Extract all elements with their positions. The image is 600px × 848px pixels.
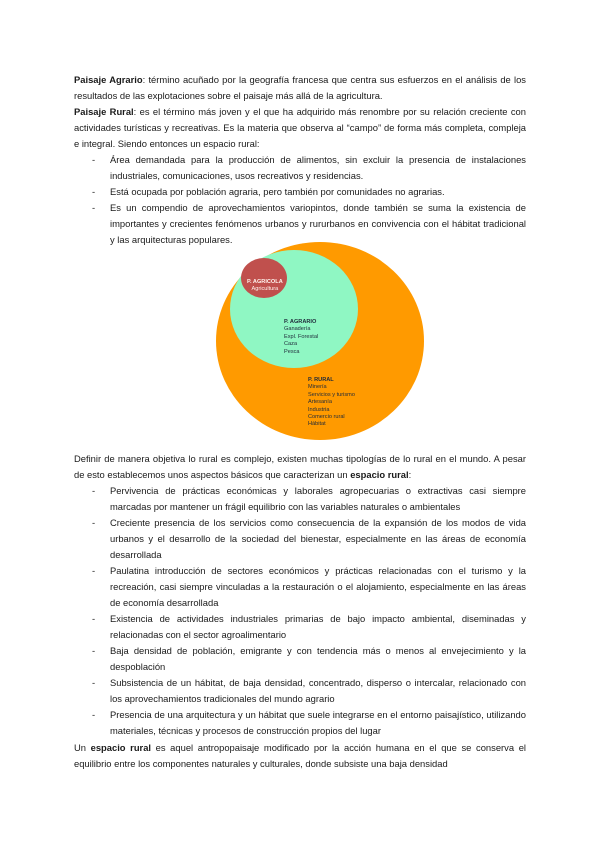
term-paisaje-rural: Paisaje Rural [74, 106, 134, 117]
rural-space-list [74, 152, 526, 248]
landscape-nested-diagram [216, 242, 424, 440]
agrario-label: P. AGRARIO Ganadería Expl. Forestal Caza Pesca [284, 319, 319, 355]
paragraph-espacio-rural-definition: Un espacio rural es aquel antropopaisaje modificado por la acción humana en el que se conserva el equilibrio entre los componentes naturales y culturales, donde subsiste una baja densidad [74, 742, 526, 769]
definition-paisaje-agrario: : término acuñado por la geografía francesa que centra sus esfuerzos en el análisis de los resultados de las explotaciones sobre el paisaje más allá de la agricultura. [74, 74, 526, 101]
dash-bullet: - [92, 517, 96, 528]
agricola-label: P. AGRICOLA Agricultura [247, 279, 283, 293]
dash-bullet: - [92, 186, 96, 197]
dash-bullet: - [92, 154, 96, 165]
paragraph-paisaje-rural [74, 104, 526, 152]
list-item: - Es un compendio de aprovechamientos variopintos, donde también se suma la existencia de importantes y crecientes fenómenos urbanos y rururbanos en convivencia con el hábitat tradicional y las arquitecturas populares. [92, 202, 526, 245]
list-item: - Creciente presencia de los servicios como consecuencia de la expansión de los modos de vida urbanos y el desarrollo de la sociedad del bienestar, especialmente en las áreas de economía desarrollada [92, 517, 526, 560]
term-paisaje-agrario: Paisaje Agrario [74, 74, 143, 85]
dash-bullet: - [92, 677, 96, 688]
term-espacio-rural-2: espacio rural [90, 742, 152, 753]
dash-bullet: - [92, 613, 96, 624]
term-espacio-rural: espacio rural [350, 469, 409, 480]
dash-bullet: - [92, 202, 96, 213]
list-item: - Paulatina introducción de sectores económicos y prácticas relacionadas con el turismo y la recreación, casi siempre vinculadas a la restauración o el alojamiento, especialmente en las áreas de economía desarrollada [92, 565, 526, 608]
rural-label: P. RURAL Minería Servicios y turismo Artesanía Industria Comercio rural Hábitat [308, 377, 355, 428]
list-item: - Está ocupada por población agraria, pero también por comunidades no agrarias. [74, 184, 526, 200]
dash-bullet: - [92, 565, 96, 576]
dash-bullet: - [92, 485, 96, 496]
list-item: - Área demandada para la producción de alimentos, sin excluir la presencia de instalaciones industriales, comunicaciones, usos recreativos y residencias. [92, 154, 526, 181]
rural-characteristics-list [74, 483, 526, 739]
list-item: - Pervivencia de prácticas económicas y laborales agropecuarias o extractivas casi siempre marcadas por mantener un frágil equilibrio con las variables naturales o ambientales [92, 485, 526, 512]
dash-bullet: - [92, 645, 96, 656]
list-item: - Subsistencia de un hábitat, de baja densidad, concentrado, disperso o intercalar, relacionado con los aprovechamientos tradicionales del mundo agrario [92, 677, 526, 704]
dash-bullet: - [92, 709, 96, 720]
paragraph-paisaje-agrario [74, 72, 526, 104]
list-item: - Presencia de una arquitectura y un hábitat que suele integrarse en el entorno paisajístico, utilizando materiales, técnicas y procesos de construcción propios del lugar [92, 709, 526, 736]
paragraph-definir-rural: Definir de manera objetiva lo rural es complejo, existen muchas tipologías de lo rural en el mundo. A pesar de esto establecemos unos aspectos básicos que caracterizan un espacio rural: [74, 453, 526, 480]
definition-paisaje-rural: : es el término más joven y el que ha adquirido más renombre por su relación creciente con actividades turísticas y recreativas. Es la materia que observa al “campo” de forma más completa, compleja e integral. Siendo entonces un espacio rural: [74, 106, 526, 149]
list-item: - Existencia de actividades industriales primarias de bajo impacto ambiental, diseminadas y relacionadas con el sector agroalimentario [92, 613, 526, 640]
list-item: - Baja densidad de población, emigrante y con tendencia más o menos al envejecimiento y la despoblación [92, 645, 526, 672]
